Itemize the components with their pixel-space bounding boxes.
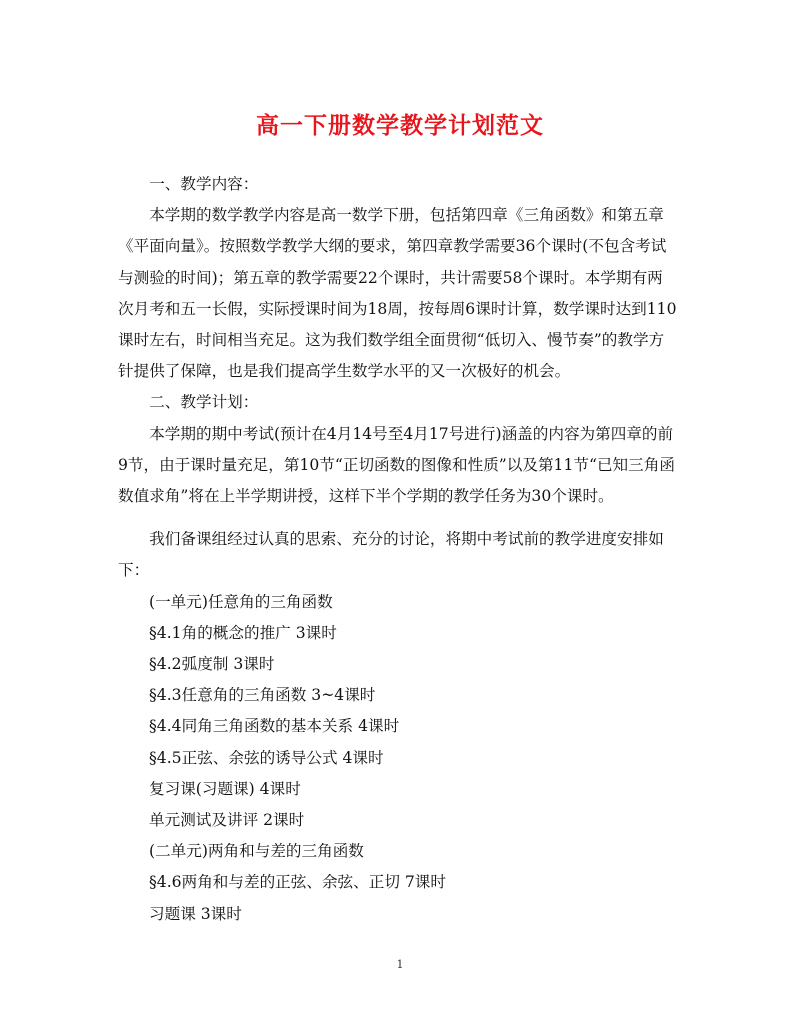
schedule-item: (二单元)两角和与差的三角函数 — [149, 842, 364, 861]
schedule-item: §4.1角的概念的推广 3课时 — [149, 623, 337, 642]
schedule-item: §4.5正弦、余弦的诱导公式 4课时 — [149, 748, 384, 767]
schedule-item: 复习课(习题课) 4课时 — [149, 779, 301, 798]
document-title: 高一下册数学教学计划范文 — [256, 112, 544, 139]
schedule-item: 习题课 3课时 — [149, 904, 242, 923]
page-number: 1 — [396, 958, 404, 971]
paragraph-content: 本学期的数学教学内容是高一数学下册，包括第四章《三角函数》和第五章《平面向量》。按照数学教学大纲的要求，第四章教学需要36个课时(不包含考试与测验的时间)；第五章的教学需要22个课时，共计需要58个课时。本学期有两次月考和五一长假，实际授课时间为18周，按每周6课时计算，数学课时达到110课时左右，时间相当充足。这为我们数学组全面贯彻“低切入、慢节奏”的教学方针提供了保障，也是我们提高学生数学水平的又一次极好的机会。 — [118, 206, 677, 381]
schedule-item: §4.6两角和与差的正弦、余弦、正切 7课时 — [149, 873, 446, 892]
section-heading-content: 一、教学内容： — [149, 175, 259, 193]
schedule-item: §4.3任意角的三角函数 3~4课时 — [149, 686, 376, 705]
schedule-item: §4.4同角三角函数的基本关系 4课时 — [149, 717, 400, 736]
schedule-list — [118, 587, 678, 930]
document-body — [118, 169, 678, 930]
schedule-item: 单元测试及讲评 2课时 — [149, 811, 305, 830]
schedule-item: §4.2弧度制 3课时 — [149, 655, 275, 674]
section-heading-plan: 二、教学计划： — [149, 393, 259, 412]
paragraph-plan: 本学期的期中考试(预计在4月14号至4月17号进行)涵盖的内容为第四章的前9节，由于课时量充足，第10节“正切函数的图像和性质”以及第11节“已知三角函数值求角”将在上半学期讲授，这样下半个学期的教学任务为30个课时。 — [118, 424, 675, 506]
paragraph-schedule-intro: 我们备课组经过认真的思索、充分的讨论，将期中考试前的教学进度安排如下： — [118, 530, 664, 580]
schedule-item: (一单元)任意角的三角函数 — [149, 592, 333, 611]
